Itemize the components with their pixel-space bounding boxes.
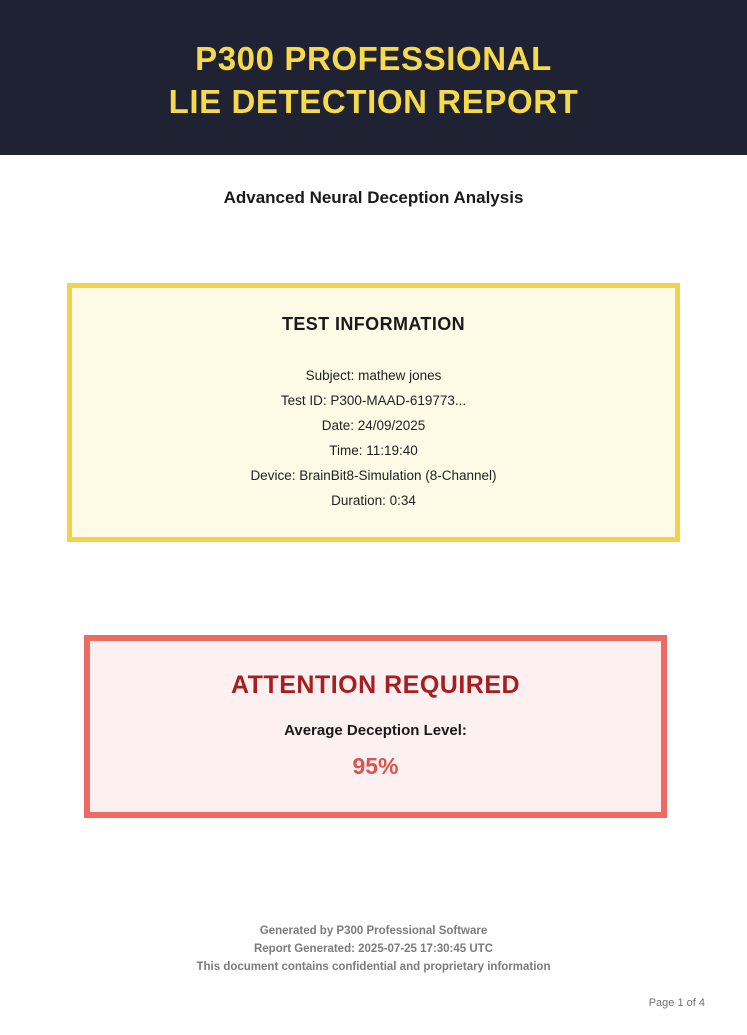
test-info-subject: Subject: mathew jones xyxy=(305,368,442,383)
attention-required-panel xyxy=(84,635,667,818)
attention-required-inner xyxy=(110,663,641,786)
test-info-device: Device: BrainBit8-Simulation (8-Channel) xyxy=(250,468,497,483)
attention-required-heading: ATTENTION REQUIRED xyxy=(230,671,521,699)
test-info-duration: Duration: 0:34 xyxy=(331,493,416,508)
test-information-panel xyxy=(67,283,680,542)
average-deception-label: Average Deception Level: xyxy=(284,722,467,739)
test-info-time: Time: 11:19:40 xyxy=(329,443,418,458)
report-subtitle: Advanced Neural Deception Analysis xyxy=(223,188,524,207)
test-info-test-id: Test ID: P300-MAAD-619773... xyxy=(280,393,467,408)
page-number: Page 1 of 4 xyxy=(648,997,705,1009)
footer-generated-by: Generated by P300 Professional Software xyxy=(259,925,488,937)
footer-confidentiality-notice: This document contains confidential and proprietary information xyxy=(196,961,551,973)
test-info-date: Date: 24/09/2025 xyxy=(321,418,426,433)
report-title-line-1: P300 PROFESSIONAL xyxy=(195,39,552,77)
test-information-heading: TEST INFORMATION xyxy=(281,314,466,334)
report-footer xyxy=(0,922,747,976)
footer-generated-at: Report Generated: 2025-07-25 17:30:45 UTC xyxy=(253,943,494,955)
average-deception-value: 95% xyxy=(352,753,399,779)
report-header xyxy=(0,0,747,155)
report-title-line-2: LIE DETECTION REPORT xyxy=(168,82,579,120)
